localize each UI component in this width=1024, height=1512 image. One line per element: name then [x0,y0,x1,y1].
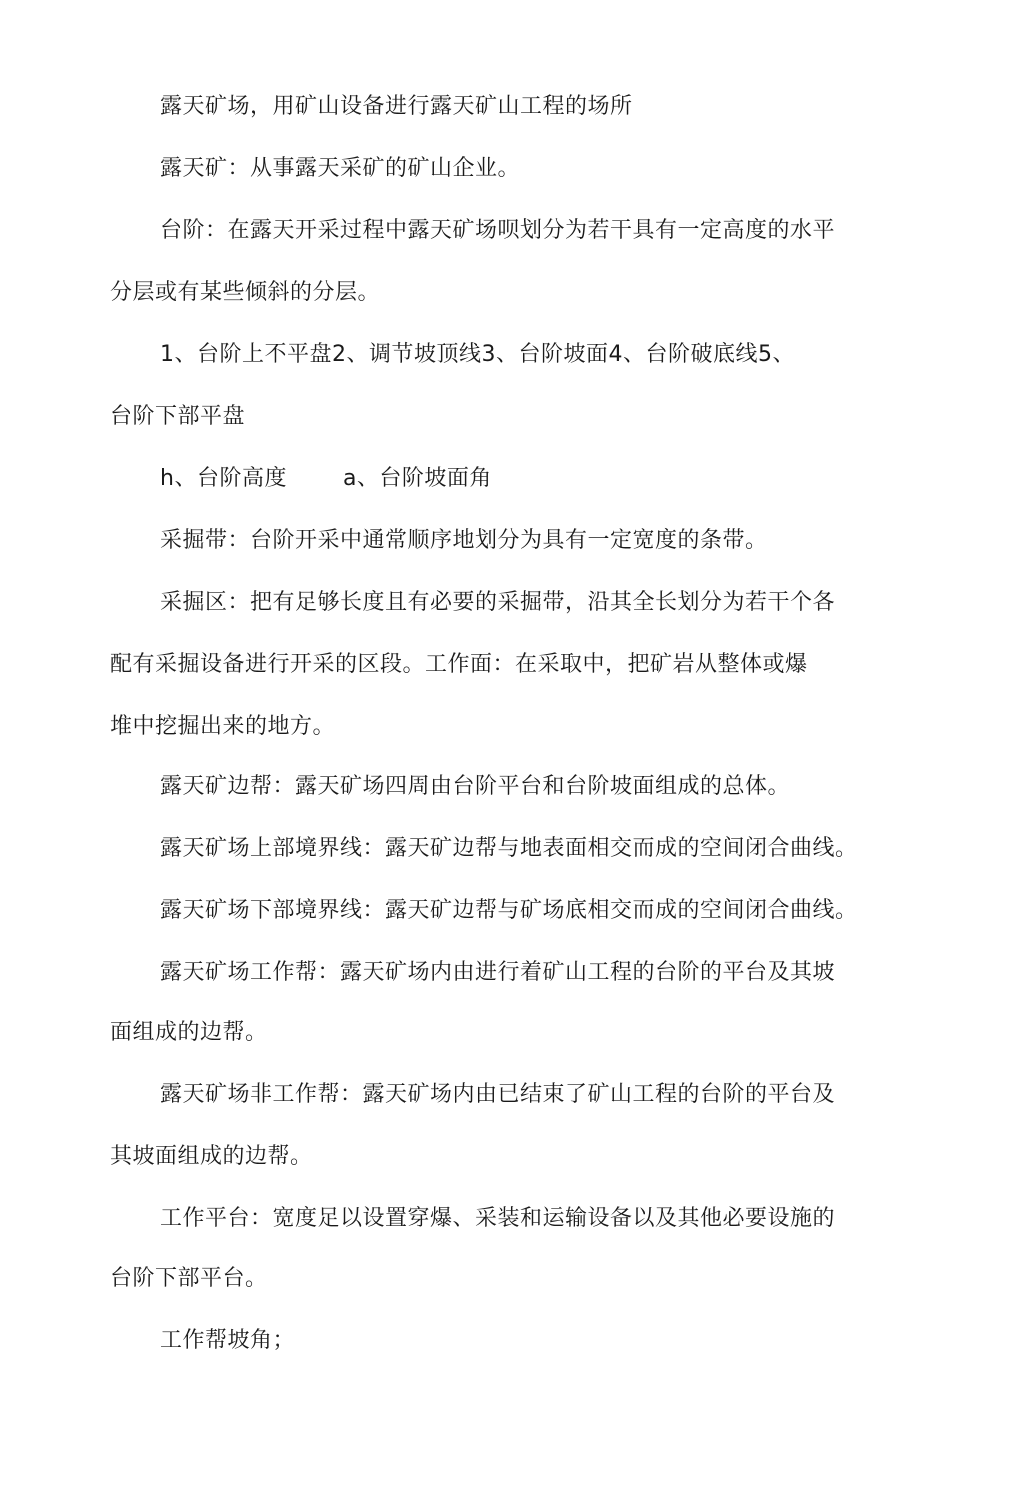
paragraph-line: 露天矿边帮：露天矿场四周由台阶平台和台阶坡面组成的总体。 [160,774,791,799]
paragraph-line: 面组成的边帮。 [110,1020,268,1045]
paragraph-line: 台阶下部平台。 [110,1266,268,1291]
paragraph-line: 露天矿场工作帮：露天矿场内由进行着矿山工程的台阶的平台及其坡 [160,960,836,985]
paragraph-line: 其坡面组成的边帮。 [110,1144,313,1169]
paragraph-line: 采掘区：把有足够长度且有必要的采掘带，沿其全长划分为若干个各 [160,590,836,615]
paragraph-line: 采掘带：台阶开采中通常顺序地划分为具有一定宽度的条带。 [160,528,768,553]
step-height-label: h、台阶高度 [160,466,287,491]
paragraph-line: 配有采掘设备进行开采的区段。工作面：在采取中，把矿岩从整体或爆 [110,652,808,677]
paragraph-line: 分层或有某些倾斜的分层。 [110,280,381,305]
slope-angle-label: a、台阶坡面角 [342,466,492,491]
paragraph-line: 露天矿场非工作帮：露天矿场内由已结束了矿山工程的台阶的平台及 [160,1082,836,1107]
paragraph-line: 露天矿场，用矿山设备进行露天矿山工程的场所 [160,94,633,119]
paragraph-line-pair [160,464,492,494]
paragraph-line: 台阶：在露天开采过程中露天矿场呗划分为若干具有一定高度的水平 [160,218,836,243]
paragraph-line: 台阶下部平盘 [110,404,246,429]
paragraph-line: 工作帮坡角； [160,1328,296,1353]
paragraph-line: 1、台阶上不平盘2、调节坡顶线3、台阶坡面4、台阶破底线5、 [160,342,795,367]
paragraph-line: 堆中挖掘出来的地方。 [110,714,336,739]
paragraph-line: 露天矿：从事露天采矿的矿山企业。 [160,156,521,181]
paragraph-line: 露天矿场上部境界线：露天矿边帮与地表面相交而成的空间闭合曲线。 [160,836,858,861]
paragraph-line: 露天矿场下部境界线：露天矿边帮与矿场底相交而成的空间闭合曲线。 [160,898,858,923]
paragraph-line: 工作平台：宽度足以设置穿爆、采装和运输设备以及其他必要设施的 [160,1206,836,1231]
